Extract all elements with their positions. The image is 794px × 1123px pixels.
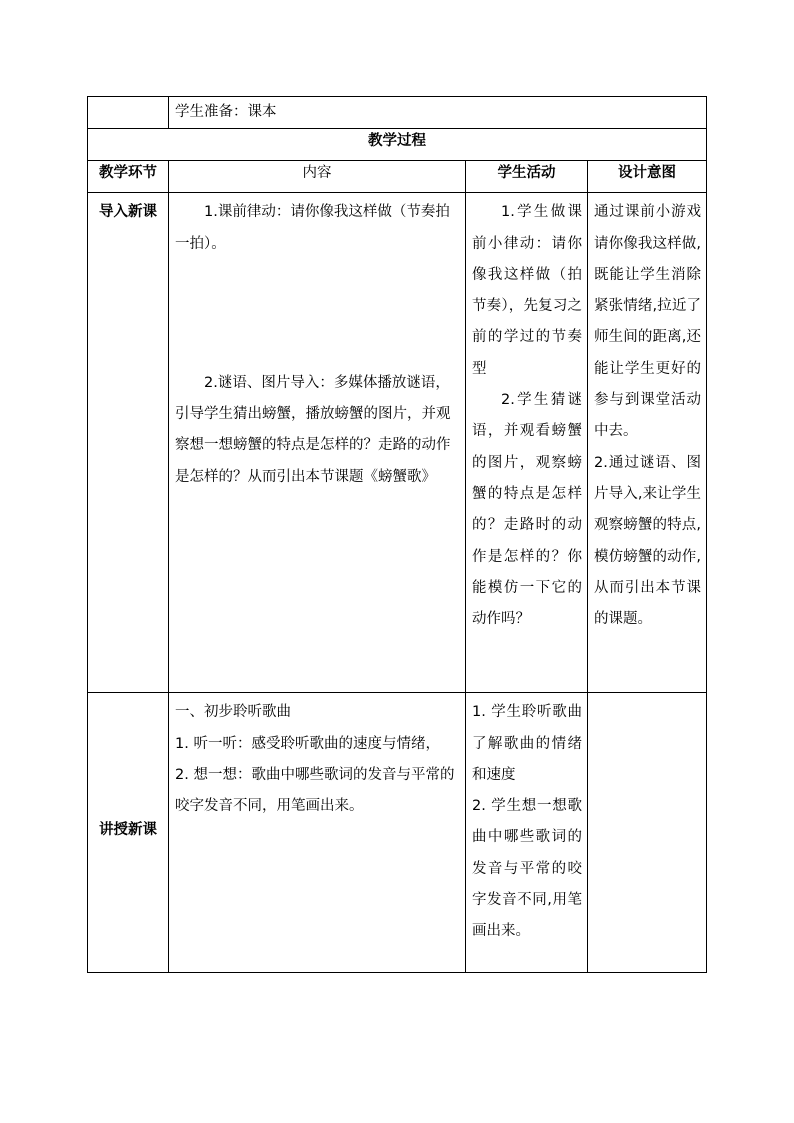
- student-prep-row: [88, 97, 707, 129]
- content-paragraph: 2. 想一想：歌曲中哪些歌词的发音与平常的咬字发音不同，用笔画出来。: [175, 766, 455, 815]
- intent-cell-empty: [588, 693, 707, 973]
- stage-label: 讲授新课: [99, 822, 157, 839]
- activity-cell: [466, 693, 588, 973]
- process-title: 教学过程: [88, 129, 707, 161]
- activity-paragraph: 2. 学生想一想歌曲中哪些歌词的发音与平常的咬字发音不同,用笔画出来。: [472, 798, 582, 940]
- lesson-plan-table: [87, 96, 707, 973]
- content-paragraph: 1. 听一听：感受聆听歌曲的速度与情绪，: [175, 735, 440, 752]
- intent-cell: [588, 193, 707, 693]
- table-row: [88, 193, 707, 693]
- activity-paragraph: 1.学生做课前小律动：请你像我这样做（拍节奏），先复习之前的学过的节奏型: [472, 204, 582, 377]
- header-activity: 学生活动: [466, 161, 588, 193]
- stage-label: 导入新课: [99, 204, 157, 221]
- content-paragraph: 1.课前律动：请你像我这样做（节奏拍一拍）。: [175, 204, 450, 252]
- activity-paragraph: 2.学生猜谜语，并观看螃蟹的图片，观察螃蟹的特点是怎样的？走路时的动作是怎样的？你能模仿一下它的动作吗？: [472, 392, 582, 628]
- content-cell: [169, 693, 466, 973]
- header-content: 内容: [169, 161, 466, 193]
- stage-cell: [88, 693, 169, 973]
- activity-paragraph: 1. 学生聆听歌曲了解歌曲的情绪和速度: [472, 704, 582, 783]
- header-row: [88, 161, 707, 193]
- content-paragraph: 2.谜语、图片导入：多媒体播放谜语，引导学生猜出螃蟹，播放螃蟹的图片，并观察想一想螃蟹的特点是怎样的？走路的动作是怎样的？从而引出本节课题《螃蟹歌》: [175, 374, 451, 485]
- header-intent: 设计意图: [588, 161, 707, 193]
- student-prep-cell: [169, 97, 707, 129]
- content-cell: [169, 193, 466, 693]
- table-row: [88, 693, 707, 973]
- student-prep-text: 学生准备：课本: [175, 104, 277, 120]
- intent-paragraph: 2.通过谜语、图片导入,来让学生观察螃蟹的特点,模仿螃蟹的动作,从而引出本节课的课题。: [594, 454, 702, 628]
- content-paragraph: 一、初步聆听歌曲: [175, 704, 291, 721]
- stage-cell: [88, 193, 169, 693]
- activity-cell: [466, 193, 588, 693]
- process-title-row: [88, 129, 707, 161]
- header-stage: 教学环节: [88, 161, 169, 193]
- empty-cell: [88, 97, 169, 129]
- intent-paragraph: 通过课前小游戏 请你像我这样做,既能让学生消除紧张情绪,拉近了师生间的距离,还能让学生更好的参与到课堂活动中去。: [594, 204, 702, 440]
